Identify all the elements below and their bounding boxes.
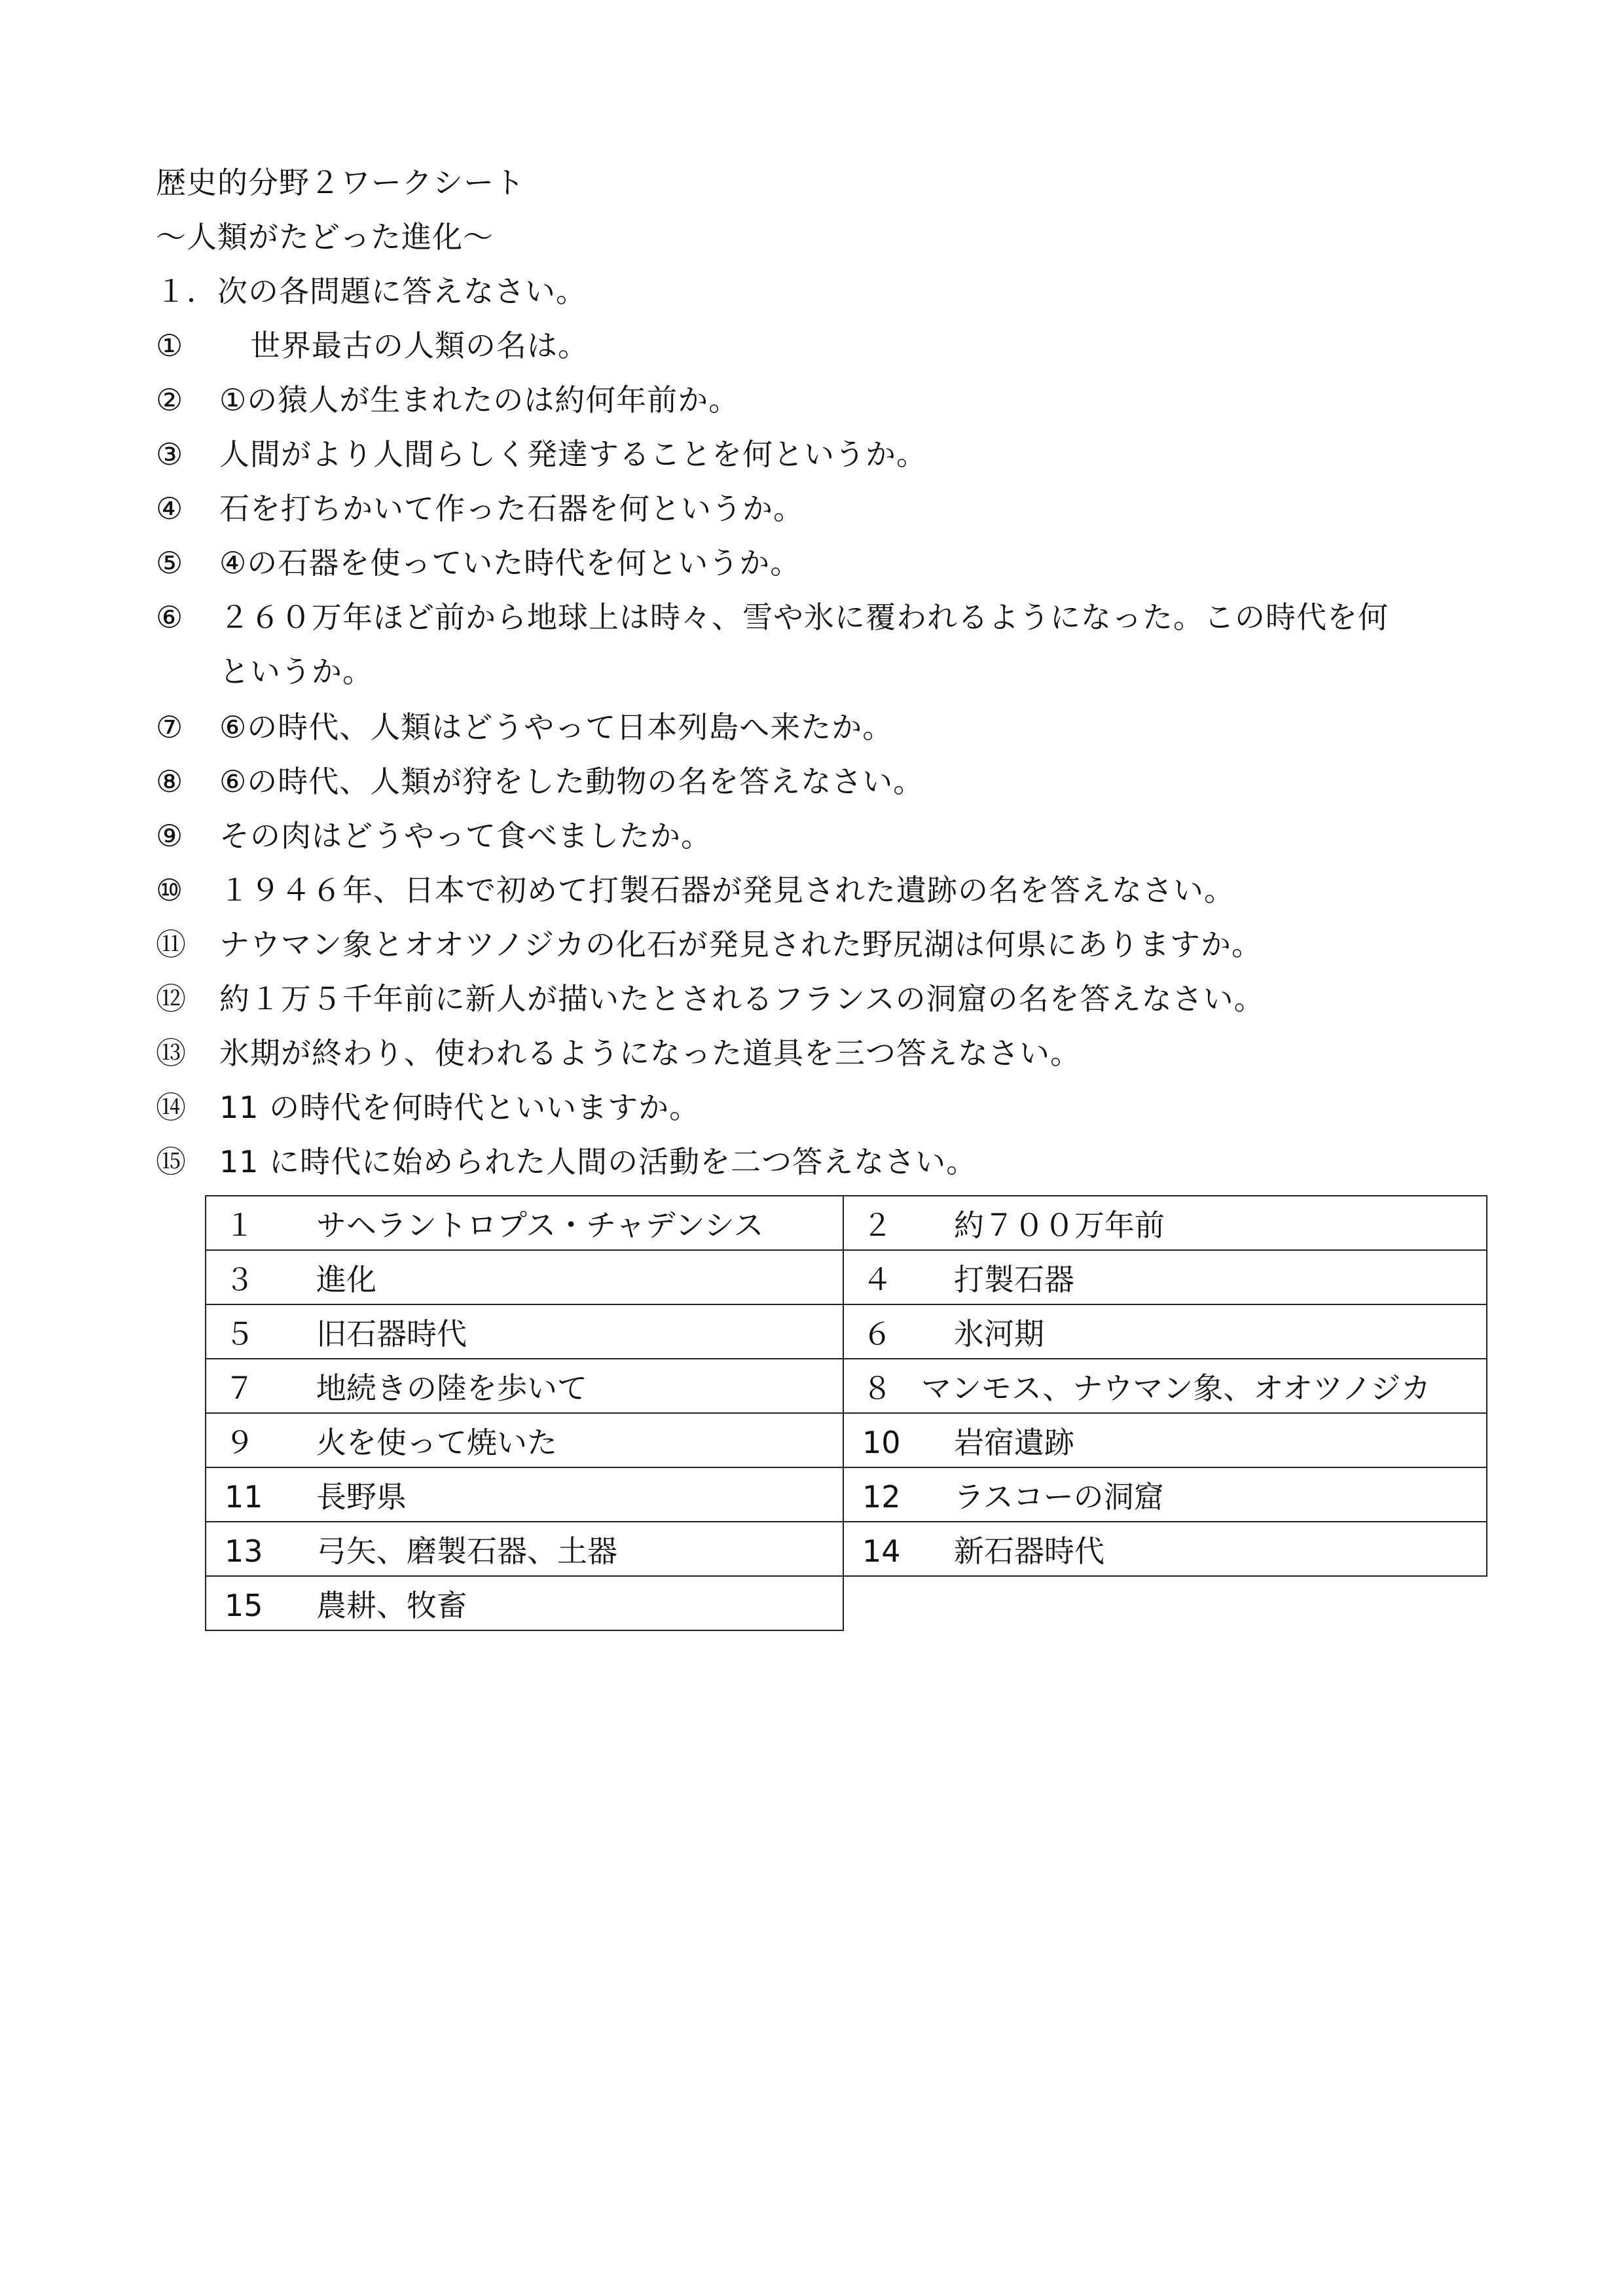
answer-number: ８ [862, 1370, 892, 1406]
answer-cell [843, 1359, 1487, 1413]
answer-row [206, 1196, 1487, 1250]
answer-text: 農耕、牧畜 [316, 1587, 467, 1623]
empty-cell [843, 1576, 1487, 1630]
question-text: 11 に時代に始められた人間の活動を二つ答えなさい。 [219, 1144, 977, 1179]
answer-number: ９ [225, 1424, 255, 1460]
answer-text: 氷河期 [954, 1316, 1044, 1352]
worksheet-title: 歴史的分野２ワークシート [156, 165, 525, 200]
answer-number: 14 [862, 1533, 901, 1569]
answer-number: ５ [225, 1316, 255, 1352]
answer-text: 長野県 [316, 1479, 407, 1515]
question-number: ⑦ [156, 709, 183, 745]
question-text: ⑥の時代、人類はどうやって日本列島へ来たか。 [219, 709, 894, 745]
answer-text: 火を使って焼いた [316, 1424, 557, 1460]
answer-cell [206, 1467, 843, 1522]
question-number: ③ [156, 437, 183, 472]
question-text: 約１万５千年前に新人が描いたとされるフランスの洞窟の名を答えなさい。 [219, 981, 1265, 1016]
question-text: ①の猿人が生まれたのは約何年前か。 [219, 382, 740, 418]
question-number: ⑥ [156, 600, 183, 635]
answer-table [205, 1195, 1487, 1631]
question-number: ⑫ [156, 981, 186, 1016]
answer-row [206, 1413, 1487, 1467]
answer-number: 11 [225, 1479, 263, 1515]
answer-cell [206, 1576, 843, 1630]
question-text: １９４６年、日本で初めて打製石器が発見された遺跡の名を答えなさい。 [219, 872, 1235, 908]
question-text: ④の石器を使っていた時代を何というか。 [219, 545, 801, 581]
answer-text: 新石器時代 [954, 1533, 1104, 1569]
answer-number: ６ [862, 1316, 892, 1352]
answer-number: ７ [225, 1370, 255, 1406]
question-text: 世界最古の人類の名は。 [219, 328, 589, 363]
answer-text: 岩宿遺跡 [954, 1424, 1074, 1460]
question-number: ⑪ [156, 927, 186, 962]
question-text-continued: というか。 [219, 654, 373, 689]
question-number: ⑭ [156, 1090, 186, 1125]
answer-row [206, 1304, 1487, 1359]
answer-text: 弓矢、磨製石器、土器 [316, 1533, 617, 1569]
answer-cell [206, 1196, 843, 1250]
question-text: その肉はどうやって食べましたか。 [219, 818, 712, 853]
question-number: ⑮ [156, 1144, 186, 1179]
answer-cell [843, 1522, 1487, 1576]
answer-row [206, 1359, 1487, 1413]
answer-text: 打製石器 [954, 1261, 1074, 1297]
answer-text: ラスコーの洞窟 [954, 1479, 1164, 1515]
answer-cell [843, 1304, 1487, 1359]
answer-number: 12 [862, 1479, 901, 1515]
answer-text: 約７００万年前 [954, 1207, 1165, 1243]
answer-cell [206, 1250, 843, 1304]
answer-number: ２ [862, 1207, 892, 1243]
question-text: ２６０万年ほど前から地球上は時々、雪や氷に覆われるようになった。この時代を何 [219, 600, 1389, 635]
answer-text: マンモス、ナウマン象、オオツノジカ [921, 1370, 1431, 1406]
answer-cell [843, 1250, 1487, 1304]
answer-text: 旧石器時代 [316, 1316, 467, 1352]
answer-number: 13 [225, 1533, 263, 1569]
question-text: ⑥の時代、人類が狩をした動物の名を答えなさい。 [219, 764, 924, 799]
instruction: １．次の各問題に答えなさい。 [156, 274, 587, 309]
answer-number: ４ [862, 1261, 892, 1297]
question-text: 氷期が終わり、使われるようになった道具を三つ答えなさい。 [219, 1035, 1081, 1071]
question-number: ⑤ [156, 545, 183, 581]
question-number: ④ [156, 491, 183, 526]
answer-text: サヘラントロプス・チャデンシス [316, 1207, 764, 1243]
question-number: ⑧ [156, 764, 183, 799]
answer-row [206, 1576, 1487, 1630]
answer-row [206, 1250, 1487, 1304]
answer-number: ３ [225, 1261, 255, 1297]
question-number: ① [156, 328, 183, 363]
question-number: ② [156, 382, 183, 418]
answer-number: 10 [862, 1424, 901, 1460]
answer-cell [206, 1359, 843, 1413]
question-text: ナウマン象とオオツノジカの化石が発見された野尻湖は何県にありますか。 [219, 927, 1262, 962]
question-number: ⑬ [156, 1035, 186, 1071]
question-number: ⑨ [156, 818, 183, 853]
answer-number: 15 [225, 1587, 263, 1623]
answer-cell [206, 1304, 843, 1359]
answer-cell [206, 1413, 843, 1467]
answer-text: 進化 [316, 1261, 376, 1297]
answer-cell [843, 1413, 1487, 1467]
answer-row [206, 1467, 1487, 1522]
answer-text: 地続きの陸を歩いて [316, 1370, 587, 1406]
question-text: 石を打ちかいて作った石器を何というか。 [219, 491, 804, 526]
worksheet-subtitle: ～人類がたどった進化～ [156, 219, 494, 255]
question-number: ⑩ [156, 872, 183, 908]
question-text: 11 の時代を何時代といいますか。 [219, 1090, 701, 1125]
answer-cell [206, 1522, 843, 1576]
answer-number: １ [225, 1207, 255, 1243]
question-text: 人間がより人間らしく発達することを何というか。 [219, 437, 927, 472]
answer-row [206, 1522, 1487, 1576]
answer-cell [843, 1467, 1487, 1522]
answer-cell [843, 1196, 1487, 1250]
